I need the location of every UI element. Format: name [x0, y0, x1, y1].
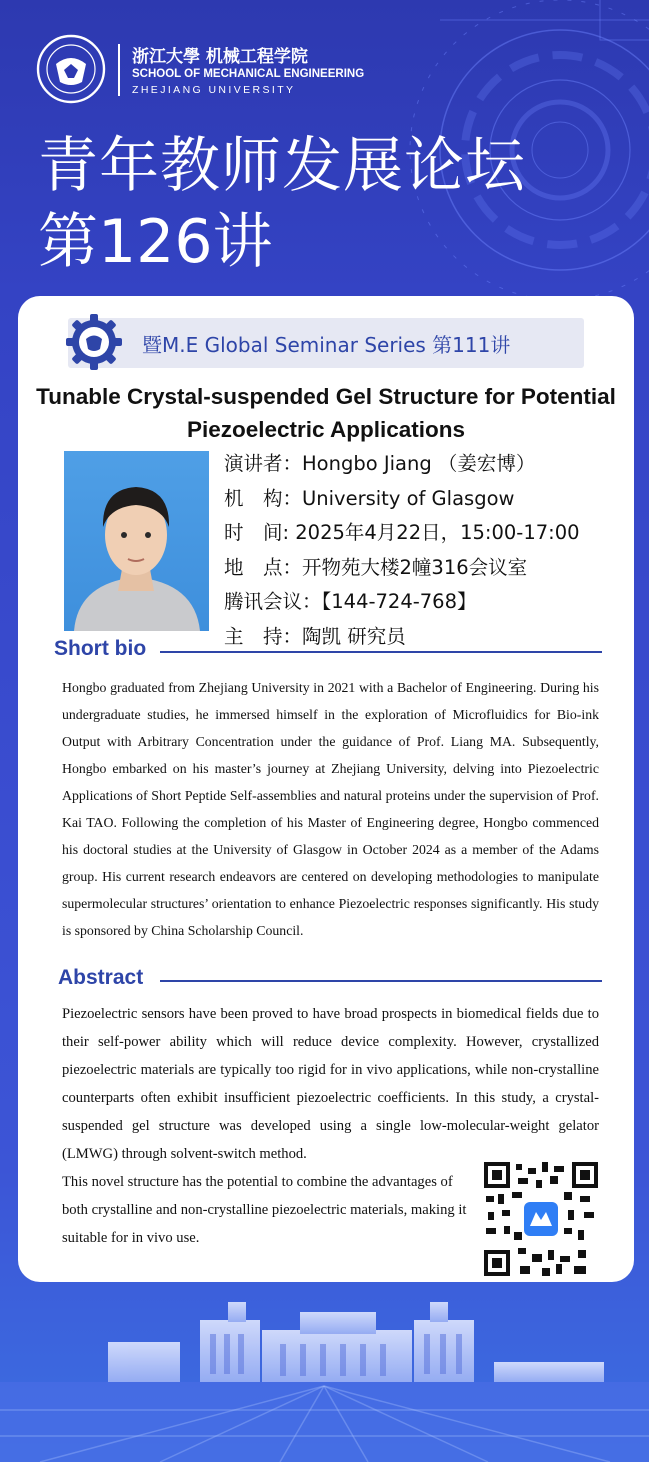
speaker-portrait-icon: [64, 451, 209, 631]
gear-badge-icon: [64, 312, 124, 372]
short-bio-label: Short bio: [54, 637, 147, 660]
school-name-en: SCHOOL OF MECHANICAL ENGINEERING: [132, 68, 365, 80]
speaker-photo: [64, 451, 209, 631]
short-bio-text: Hongbo graduated from Zhejiang University in 2021 with a Bachelor of Engineering. During his undergraduate studies, he immersed himself in the exploration of Microfluidics for Bio-ink Output with Arbitrary Concentration under the guidance of Prof. Liang MA. Subsequently, Hongbo embarked on his master’s journey at Zhejiang University, delving into Piezoelectric Applications of Short Peptide Self-assemblies and natural proteins under the supervision of Prof. Kai TAO. Following the completion of his Master of Engineering degree, Hongbo commenced his doctoral studies at the University of Glasgow in October 2024 as a member of the Adams group. His current research endeavors are centered on developing methodologies to manipulate supermolecular structures’ orientation to enhance Piezoelectric responses significantly. His study is sponsored by China Scholarship Council.: [62, 680, 599, 938]
campus-building-illustration: [0, 1290, 649, 1462]
seminar-series-label: 暨M.E Global Seminar Series 第111讲: [142, 333, 511, 357]
content-card: [18, 296, 634, 1282]
header-divider: [118, 44, 120, 96]
abstract-label: Abstract: [58, 966, 144, 989]
location-info: 地 点：开物苑大楼2幢316会议室: [224, 555, 528, 579]
speaker-info: 演讲者：Hongbo Jiang （姜宏博）: [224, 452, 536, 475]
university-name-en: ZHEJIANG UNIVERSITY: [132, 84, 296, 96]
zju-logo-icon: [36, 34, 106, 104]
abstract-text-continued: This novel structure has the potential to combine the advantages of both crystalline and non-crystalline piezoelectric materials, making it suitable for in vivo use.: [62, 1174, 467, 1246]
abstract-heading: [54, 966, 602, 994]
short-bio-heading: [54, 637, 602, 665]
short-bio-rule: [160, 651, 602, 653]
institution-info: 机 构：University of Glasgow: [224, 486, 515, 510]
tencent-meeting-info: 腾讯会议：【144-724-768】: [224, 590, 477, 613]
host-info: 主 持：陶凯 研究员: [224, 624, 406, 648]
time-info: 时 间: 2025年4月22日，15:00-17:00: [224, 521, 580, 544]
talk-info-list: [224, 447, 624, 654]
school-name-cn: 浙江大學 机械工程学院: [132, 47, 308, 67]
abstract-text-main: Piezoelectric sensors have been proved to have broad prospects in biomedical fields due to their self-power ability which will reduce device complexity. However, crystallized piezoelectric materials are typically too rigid for in vivo applications, while non-crystalline counterparts often exhibit insufficient piezoelectric coefficients. In this study, a crystal-suspended gel structure was developed using a single low-molecular-weight gelator (LMWG) through solvent-switch method.: [62, 1006, 599, 1162]
lecture-number: 第126讲: [38, 207, 273, 277]
talk-title: Tunable Crystal-suspended Gel Structure for Potential Piezoelectric Applications: [36, 384, 616, 442]
abstract-rule: [160, 980, 602, 982]
qr-code-icon[interactable]: [484, 1162, 598, 1276]
forum-title: 青年教师发展论坛: [38, 131, 526, 201]
